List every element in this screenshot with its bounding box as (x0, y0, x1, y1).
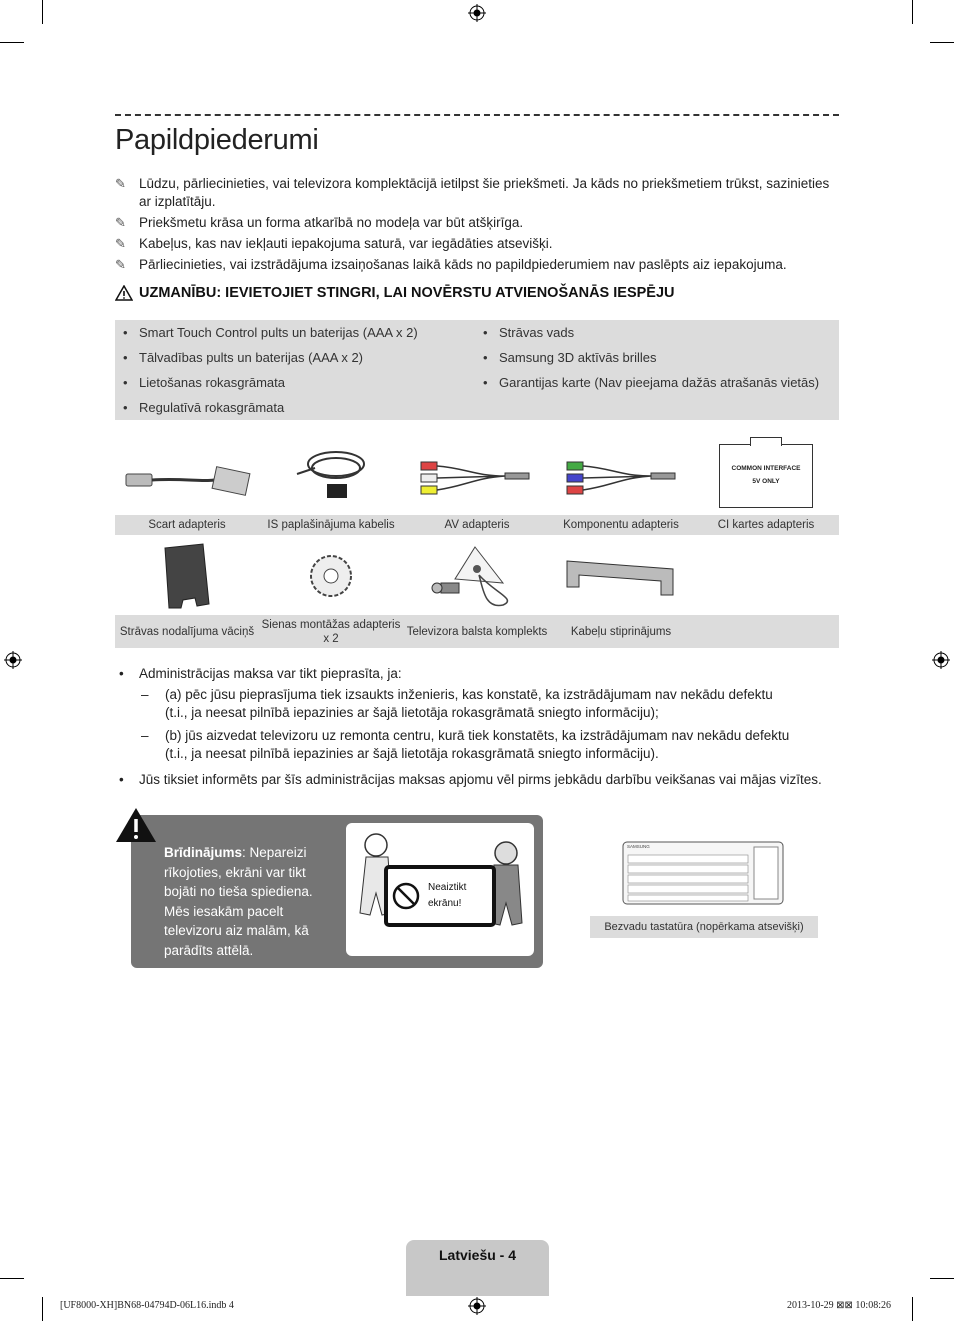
caption: Sienas montāžas adapteris x 2 (261, 618, 401, 645)
caption: Strāvas nodalījuma vāciņš (119, 625, 255, 638)
print-slug-left: [UF8000-XH]BN68-04794D-06L16.indb 4 (60, 1300, 234, 1311)
list-item: • Regulatīvā rokasgrāmata (115, 399, 475, 424)
list-item: • Garantijas karte (Nav pieejama dažās atrašanās vietās) (475, 374, 839, 399)
pencil-note-icon: ✎ (115, 257, 126, 272)
cable-holder-image (549, 540, 693, 612)
caution-heading: UZMANĪBU: IEVIETOJIET STINGRI, LAI NOVĒRSTU ATVIENOŠANĀS IESPĒJU (115, 285, 675, 301)
crop-mark (912, 1297, 913, 1321)
crop-mark (930, 1278, 954, 1279)
crop-mark (930, 42, 954, 43)
warning-exclamation-icon (114, 806, 158, 844)
pencil-note-icon: ✎ (115, 176, 126, 191)
page-number: Latviešu - 4 (438, 1247, 517, 1263)
power-compartment-cover-image (115, 540, 259, 612)
registration-mark-icon (932, 651, 950, 669)
note-item: ✎ Kabeļus, kas nav iekļauti iepakojuma saturā, var iegādāties atsevišķi. (115, 236, 553, 251)
pencil-note-icon: ✎ (115, 236, 126, 251)
caution-triangle-icon (115, 285, 133, 301)
list-item: – (a) pēc jūsu pieprasījuma tiek izsaukts inženieris, kas konstatē, ka izstrādājumam nav nekādu defektu (t.i., ja neesat pilnībā iepazinies ar šajā lietotāja rokasgrāmatā sniegto informāciju); (115, 686, 839, 722)
warning-illustration (346, 823, 534, 956)
ci-card-text: 5V ONLY (752, 478, 780, 485)
av-adapter-image (403, 440, 547, 512)
accessories-right-list (475, 324, 839, 399)
pencil-note-icon: ✎ (115, 215, 126, 230)
component-adapter-image (549, 440, 693, 512)
warning-text: Brīdinājums: Nepareizi rīkojoties, ekrāni var tikt bojāti no tieša spiediena. Mēs iesakām pacelt televizoru aiz malām, kā parādīts attēlā. (164, 845, 313, 958)
screen-label: Neaiztikt (428, 882, 467, 893)
title-rule (115, 114, 839, 116)
print-slug-right: 2013-10-29 ⊠⊠ 10:08:26 (787, 1300, 891, 1311)
list-item: • Tālvadības pults un baterijas (AAA x 2) (115, 349, 475, 374)
page-title: Papildpiederumi (115, 124, 319, 156)
note-item: ✎ Priekšmetu krāsa un forma atkarībā no modeļa var būt atšķirīga. (115, 215, 524, 230)
screen-label: ekrānu! (428, 898, 462, 909)
crop-mark (0, 1278, 24, 1279)
tv-stand-kit-image (403, 540, 547, 612)
accessories-box (115, 320, 839, 420)
crop-mark (42, 1297, 43, 1321)
list-item: • Administrācijas maksa var tikt pieprasīta, ja: (115, 665, 839, 683)
notes-list (115, 175, 839, 277)
caption: Kabeļu stiprinājums (570, 625, 672, 638)
caption: Televizora balsta komplekts (406, 625, 548, 638)
keyboard-brand: SAMSUNG (627, 844, 650, 849)
crop-mark (0, 42, 24, 43)
registration-mark-icon (4, 651, 22, 669)
list-item: • Strāvas vads (475, 324, 839, 349)
note-item: ✎ Lūdzu, pārliecinieties, vai televizora komplektācijā ietilpst šie priekšmeti. Ja kāds no priekšmetiem trūkst, sazinieties ar izplatītāju. (115, 176, 830, 209)
ci-card-text: COMMON INTERFACE (731, 465, 801, 472)
note-item: ✎ Pārliecinieties, vai izstrādājuma izsaiņošanas laikā kāds no papildpiederumiem nav paslēpts aiz iepakojuma. (115, 257, 787, 272)
list-item: – (b) jūs aizvedat televizoru uz remonta centru, kurā tiek konstatēts, ka izstrādājumam nav nekādu defektu (t.i., ja neesat pilnībā iepazinies ar šajā lietotāja rokasgrāmatā sniegto informāciju). (115, 727, 839, 763)
caption-band-row1 (115, 515, 839, 535)
list-item: • Smart Touch Control pults un baterijas (AAA x 2) (115, 324, 475, 349)
list-item: • Jūs tiksiet informēts par šīs administrācijas maksas apjomu vēl pirms jebkādu darbību veikšanas vai mājas vizītes. (115, 771, 839, 789)
crop-mark (42, 0, 43, 24)
list-item: • Lietošanas rokasgrāmata (115, 374, 475, 399)
caption-band-row2 (115, 615, 839, 648)
list-item: • Samsung 3D aktīvās brilles (475, 349, 839, 374)
scart-adapter-image (115, 440, 259, 512)
caption: Scart adapteris (148, 519, 226, 531)
accessories-left-list (115, 324, 475, 424)
wireless-keyboard-image (622, 841, 784, 905)
admin-fee-section (115, 665, 839, 789)
caption: CI kartes adapteris (717, 519, 815, 531)
caption: IS paplašinājuma kabelis (267, 519, 395, 531)
caption: Komponentu adapteris (563, 519, 679, 531)
registration-mark-icon (468, 4, 486, 22)
caption: AV adapteris (444, 519, 510, 531)
wall-mount-adapter-image (259, 540, 403, 612)
ir-extender-cable-image (259, 440, 403, 512)
ci-card-adapter-image (694, 440, 838, 512)
crop-mark (912, 0, 913, 24)
keyboard-caption: Bezvadu tastatūra (nopērkama atsevišķi) (590, 916, 818, 938)
registration-mark-icon (468, 1297, 486, 1315)
